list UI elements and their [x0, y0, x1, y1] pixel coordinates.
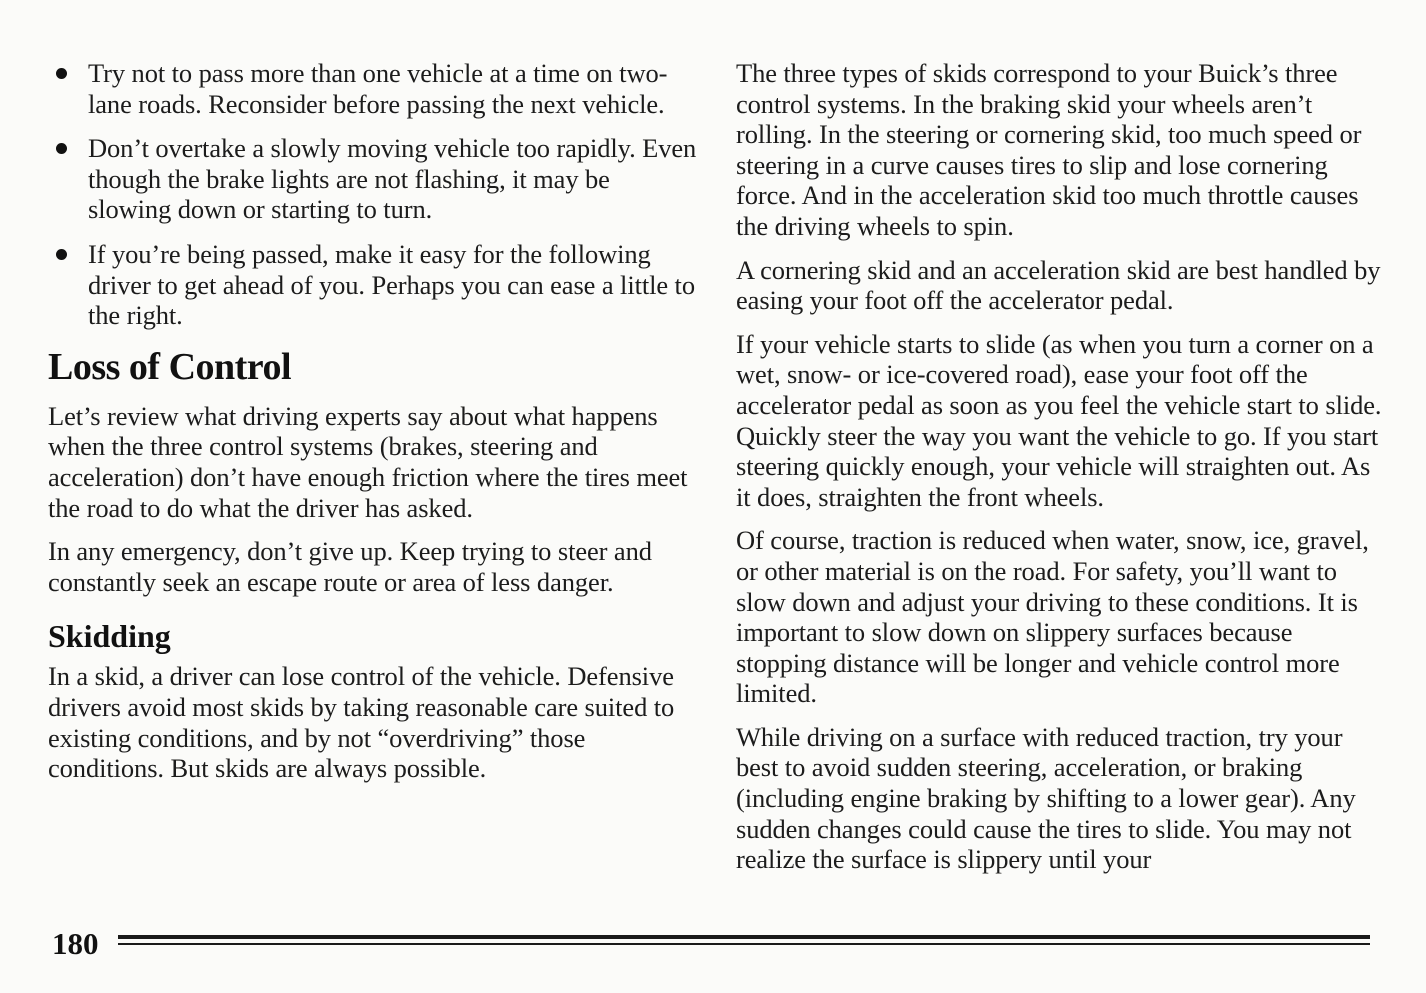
body-paragraph: The three types of skids correspond to your Buick’s three control systems. In the braking skid your wheels aren’t rolling. In the steering or cornering skid, too much speed or steering in a curve causes tires to slip and lose cornering force. And in the acceleration skid too much throttle causes the driving wheels to spin.	[736, 58, 1362, 241]
body-paragraph: Let’s review what driving experts say about what happens when the three control systems (brakes, steering and acceleration) don’t have enough friction where the tires meet the road to do what the driver has asked.	[48, 400, 688, 523]
list-item	[48, 133, 698, 225]
list-item-text: Don’t overtake a slowly moving vehicle too rapidly. Even though the brake lights are not flashing, it may be slowing down or starting to turn.	[88, 133, 697, 225]
bullet-icon	[56, 143, 67, 154]
right-column	[736, 58, 1384, 888]
bullet-icon	[56, 249, 67, 260]
passing-tips-list	[48, 58, 698, 331]
footer-rule-thick	[118, 935, 1370, 939]
left-column	[48, 58, 698, 797]
page-number: 180	[52, 926, 99, 961]
body-paragraph: A cornering skid and an acceleration skid are best handled by easing your foot off the accelerator pedal.	[736, 254, 1381, 316]
body-paragraph: If your vehicle starts to slide (as when you turn a corner on a wet, snow- or ice-covered road), ease your foot off the accelerator pedal as soon as you feel the vehicle start to slide. Quickly steer the way you want the vehicle to go. If you start steering quickly enough, your vehicle will straighten out. As it does, straighten the front wheels.	[736, 328, 1382, 512]
body-paragraph: Of course, traction is reduced when water, snow, ice, gravel, or other material is on the road. For safety, you’ll want to slow down and adjust your driving to these conditions. It is important to slow down on slippery surfaces because stopping distance will be longer and vehicle control more limited.	[736, 525, 1369, 709]
list-item-text: If you’re being passed, make it easy for the following driver to get ahead of you. Perhaps you can ease a little to the right.	[88, 238, 695, 331]
list-item	[48, 239, 698, 331]
bullet-icon	[56, 68, 67, 79]
body-paragraph: While driving on a surface with reduced traction, try your best to avoid sudden steering, acceleration, or braking (including engine braking by shifting to a lower gear). Any sudden changes could cause the tires to slide. You may not realize the surface is slippery until your	[736, 721, 1356, 875]
footer-rule-thin	[118, 943, 1370, 945]
page-footer	[52, 922, 1370, 962]
section-heading: Loss of Control	[48, 345, 292, 388]
list-item	[48, 58, 698, 119]
list-item-text: Try not to pass more than one vehicle at a time on two-lane roads. Reconsider before passing the next vehicle.	[88, 58, 668, 119]
body-paragraph: In any emergency, don’t give up. Keep trying to steer and constantly seek an escape route or area of less danger.	[48, 536, 652, 597]
subsection-heading: Skidding	[48, 618, 171, 655]
body-paragraph: In a skid, a driver can lose control of the vehicle. Defensive drivers avoid most skids by taking reasonable care suited to existing conditions, and by not “overdriving” those conditions. But skids are always possible.	[48, 661, 675, 784]
